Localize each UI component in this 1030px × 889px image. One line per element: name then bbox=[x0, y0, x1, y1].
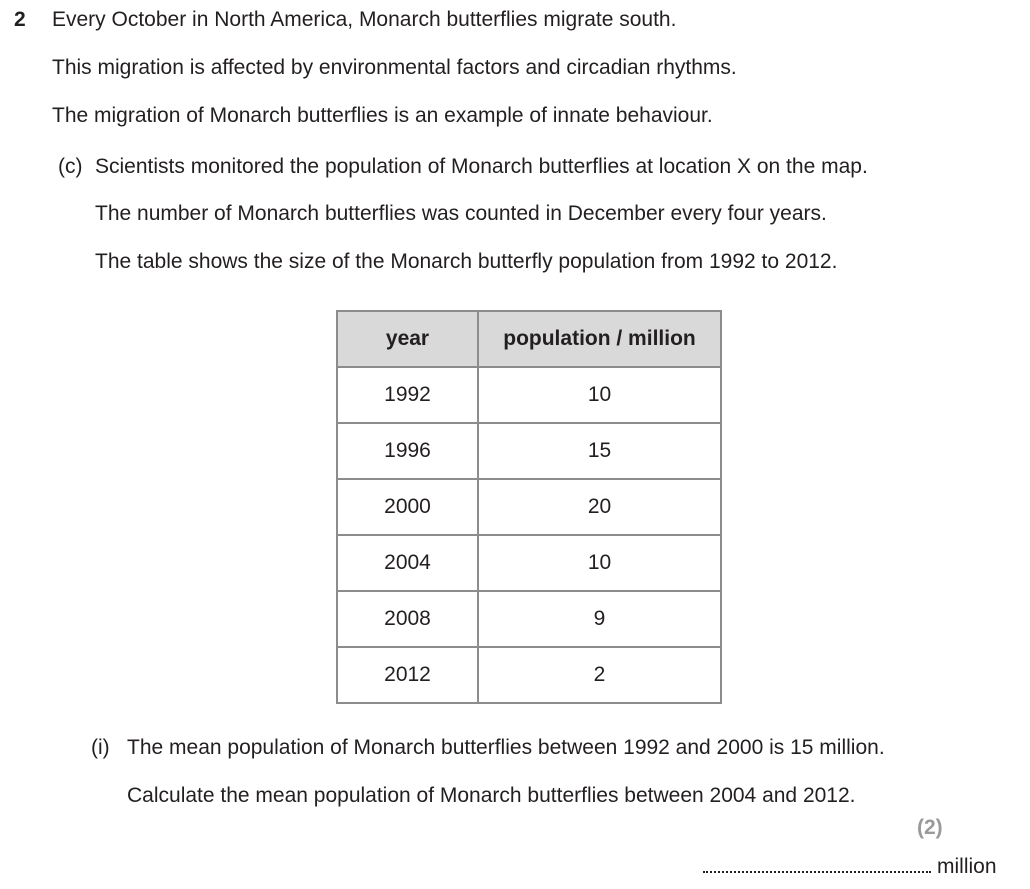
part-c-line-2: The number of Monarch butterflies was counted in December every four years. bbox=[95, 202, 827, 225]
answer-unit: million bbox=[937, 855, 997, 878]
year-cell: 1996 bbox=[337, 423, 478, 479]
year-cell: 2012 bbox=[337, 647, 478, 703]
intro-line-2: This migration is affected by environmental factors and circadian rhythms. bbox=[52, 56, 737, 79]
table-header-row bbox=[337, 311, 721, 367]
population-cell: 15 bbox=[478, 423, 721, 479]
marks-indicator: (2) bbox=[917, 816, 943, 839]
part-c-line-3: The table shows the size of the Monarch butterfly population from 1992 to 2012. bbox=[95, 250, 838, 273]
intro-line-1: Every October in North America, Monarch butterflies migrate south. bbox=[52, 8, 677, 31]
year-cell: 2004 bbox=[337, 535, 478, 591]
population-cell: 10 bbox=[478, 535, 721, 591]
header-population: population / million bbox=[478, 311, 721, 367]
population-cell: 10 bbox=[478, 367, 721, 423]
part-c-label: (c) bbox=[58, 155, 83, 178]
year-cell: 1992 bbox=[337, 367, 478, 423]
population-cell: 2 bbox=[478, 647, 721, 703]
table-row bbox=[337, 591, 721, 647]
table-row bbox=[337, 647, 721, 703]
answer-line[interactable] bbox=[703, 855, 997, 879]
header-year: year bbox=[337, 311, 478, 367]
population-cell: 20 bbox=[478, 479, 721, 535]
table-row bbox=[337, 535, 721, 591]
table-row bbox=[337, 479, 721, 535]
table-row bbox=[337, 367, 721, 423]
population-table bbox=[336, 310, 722, 704]
part-i-line-2: Calculate the mean population of Monarch butterflies between 2004 and 2012. bbox=[127, 784, 856, 807]
answer-dotted-line[interactable] bbox=[703, 870, 931, 873]
population-cell: 9 bbox=[478, 591, 721, 647]
table-row bbox=[337, 423, 721, 479]
intro-line-3: The migration of Monarch butterflies is an example of innate behaviour. bbox=[52, 104, 713, 127]
part-c-line-1: Scientists monitored the population of Monarch butterflies at location X on the map. bbox=[95, 155, 868, 178]
year-cell: 2008 bbox=[337, 591, 478, 647]
part-i-label: (i) bbox=[91, 736, 110, 759]
question-number: 2 bbox=[14, 8, 26, 31]
part-i-line-1: The mean population of Monarch butterflies between 1992 and 2000 is 15 million. bbox=[127, 736, 885, 759]
year-cell: 2000 bbox=[337, 479, 478, 535]
